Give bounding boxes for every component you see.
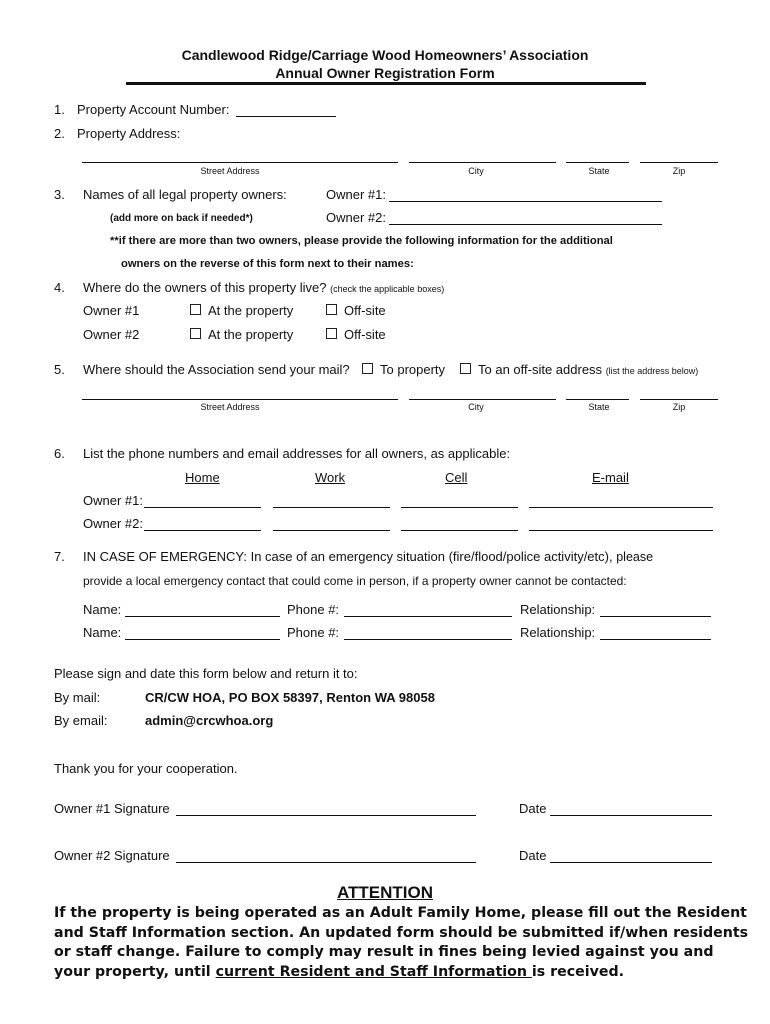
ec2-name-field[interactable] (125, 639, 280, 640)
option-label: At the property (208, 327, 294, 342)
return-intro: Please sign and date this form below and return it to: (54, 666, 358, 681)
mail-city-caption: City (468, 402, 484, 412)
attention-line-4 (54, 963, 719, 983)
owner2-name-field[interactable] (389, 224, 662, 225)
q3-note: (add more on back if needed*) (110, 213, 253, 224)
option-label: At the property (208, 303, 294, 318)
q6-owner2: Owner #2: (83, 516, 143, 531)
q4-row1-owner: Owner #1 (83, 303, 140, 318)
street-address-field[interactable] (82, 162, 398, 163)
mail-zip-caption: Zip (672, 402, 686, 412)
q2-number: 2. (54, 126, 65, 141)
owner2-date-label: Date (519, 848, 547, 863)
attention-line-2: and Staff Information section. An updated form should be submitted if/when residents (54, 924, 749, 941)
form-subtitle: Annual Owner Registration Form (275, 65, 495, 81)
q6-number: 6. (54, 446, 65, 461)
attention-line-3: or staff change. Failure to comply may result in fines being levied against you and (54, 944, 714, 960)
mail-label: By mail: (54, 690, 101, 705)
q7-label: IN CASE OF EMERGENCY: In case of an emergency situation (fire/flood/police activity/etc), (83, 549, 613, 564)
title-rule (126, 82, 646, 85)
attention-body (54, 904, 749, 982)
owner2-signature-label: Owner #2 Signature (54, 848, 170, 863)
q3-number: 3. (54, 187, 65, 202)
q5-hint: (list the address below) (605, 366, 699, 376)
city-field[interactable] (409, 162, 556, 163)
email-label: By email: (54, 713, 108, 728)
q5-label: Where should the Association send your mail? (83, 362, 350, 377)
q4-row1-offsite[interactable] (326, 303, 386, 318)
checkbox-icon[interactable] (362, 363, 373, 374)
mail-state-caption: State (588, 402, 610, 412)
col-cell: Cell (445, 470, 468, 485)
attention-line-4-post: is received. (531, 963, 625, 980)
q5-to-property[interactable] (362, 362, 445, 377)
q5-number: 5. (54, 362, 65, 377)
owner1-date-label: Date (519, 801, 547, 816)
mail-zip-field[interactable] (640, 399, 718, 400)
q7-label-tail: please (616, 550, 654, 564)
email-address: admin@crcwhoa.org (145, 713, 274, 728)
q7-number: 7. (54, 549, 65, 564)
checkbox-icon[interactable] (190, 304, 201, 315)
state-field[interactable] (566, 162, 629, 163)
owner1-label: Owner #1: (326, 187, 386, 202)
mail-state-field[interactable] (566, 399, 629, 400)
q1-number: 1. (54, 102, 65, 117)
mail-street-field[interactable] (82, 399, 398, 400)
mail-street-caption: Street Address (200, 402, 260, 412)
ec1-name-label: Name: (83, 602, 122, 617)
zip-field[interactable] (640, 162, 718, 163)
city-caption: City (468, 166, 484, 176)
thanks-text: Thank you for your cooperation. (54, 761, 238, 776)
owner1-date-field[interactable] (550, 815, 712, 816)
attention-title: ATTENTION (336, 883, 433, 902)
mail-city-field[interactable] (409, 399, 556, 400)
q4-row2-offsite[interactable] (326, 327, 386, 342)
checkbox-icon[interactable] (190, 328, 201, 339)
owner2-email[interactable] (529, 530, 713, 531)
ec2-phone-label: Phone #: (287, 625, 340, 640)
street-caption: Street Address (200, 166, 260, 176)
zip-caption: Zip (672, 166, 686, 176)
owner2-home-phone[interactable] (144, 530, 261, 531)
owner1-cell-phone[interactable] (401, 507, 518, 508)
ec1-phone-field[interactable] (344, 616, 512, 617)
col-home: Home (185, 470, 220, 485)
option-label: To an off-site address (478, 362, 603, 377)
q7-line2: provide a local emergency contact that could come in person, if a property owner cannot be contacted: (83, 574, 627, 588)
ec2-phone-field[interactable] (344, 639, 512, 640)
owner1-name-field[interactable] (389, 201, 662, 202)
ec1-name-field[interactable] (125, 616, 280, 617)
owner2-label: Owner #2: (326, 210, 386, 225)
option-label: Off-site (344, 303, 386, 318)
owner2-signature-field[interactable] (176, 862, 476, 863)
owner1-signature-field[interactable] (176, 815, 476, 816)
account-number-field[interactable] (236, 116, 336, 117)
form-title: Candlewood Ridge/Carriage Wood Homeowners’ Association (181, 47, 589, 63)
attention-line-1: If the property is being operated as an Adult Family Home, please fill out the Resident (54, 905, 747, 921)
q2-label: Property Address: (77, 126, 181, 141)
q4-hint: (check the applicable boxes) (330, 284, 445, 294)
owner2-work-phone[interactable] (273, 530, 390, 531)
owner1-email[interactable] (529, 507, 713, 508)
q1-label: Property Account Number: (77, 102, 230, 117)
q4-row2-owner: Owner #2 (83, 327, 140, 342)
q5-offsite[interactable] (460, 362, 698, 377)
q3-instruction-2: owners on the reverse of this form next to their names: (121, 258, 414, 270)
option-label: Off-site (344, 327, 386, 342)
owner2-date-field[interactable] (550, 862, 712, 863)
owner1-signature-label: Owner #1 Signature (54, 801, 170, 816)
checkbox-icon[interactable] (326, 304, 337, 315)
q4-question (83, 280, 444, 295)
attention-line-4-pre: your property, until (54, 963, 216, 980)
ec1-relationship-field[interactable] (600, 616, 711, 617)
ec2-relationship-label: Relationship: (520, 625, 596, 640)
q3-instruction-1: **if there are more than two owners, please provide the following information for the additional (110, 235, 613, 247)
ec2-name-label: Name: (83, 625, 122, 640)
option-label: To property (380, 362, 446, 377)
ec1-relationship-label: Relationship: (520, 602, 596, 617)
q6-owner1: Owner #1: (83, 493, 143, 508)
q4-row2-at-property[interactable] (190, 327, 293, 342)
q4-label: Where do the owners of this property live? (83, 280, 327, 295)
ec1-phone-label: Phone #: (287, 602, 340, 617)
owner1-work-phone[interactable] (273, 507, 390, 508)
checkbox-icon[interactable] (460, 363, 471, 374)
state-caption: State (588, 166, 610, 176)
q3-label: Names of all legal property owners: (83, 187, 287, 202)
col-email: E-mail (592, 470, 629, 485)
owner2-cell-phone[interactable] (401, 530, 518, 531)
q4-row1-at-property[interactable] (190, 303, 293, 318)
resident-staff-info-link[interactable]: current Resident and Staff Information (215, 963, 532, 980)
checkbox-icon[interactable] (326, 328, 337, 339)
ec2-relationship-field[interactable] (600, 639, 711, 640)
q4-number: 4. (54, 280, 65, 295)
q7-question (83, 549, 653, 564)
mail-address: CR/CW HOA, PO BOX 58397, Renton WA 98058 (145, 690, 435, 705)
col-work: Work (315, 470, 346, 485)
owner1-home-phone[interactable] (144, 507, 261, 508)
q6-label: List the phone numbers and email addresses for all owners, as applicable: (83, 446, 511, 461)
